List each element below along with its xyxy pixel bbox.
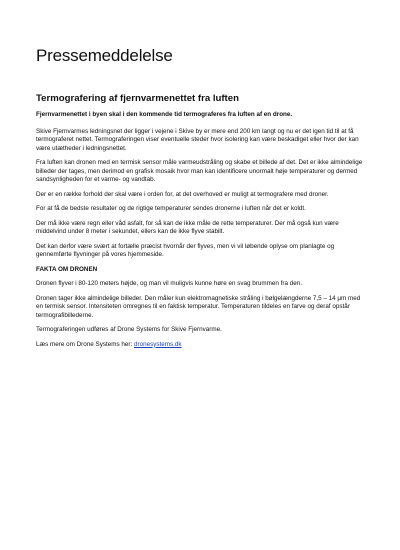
paragraph-schedule: Det kan derfor være svært at fortælle præcist hvornår der flyves, men vi vil løbende oplyse om planlagte og gennemførte flyvninger på vores hjemmeside. — [36, 242, 335, 258]
document-title: Pressemeddelelse — [36, 46, 173, 65]
more-info-prefix: Læs mere om Drone Systems her: — [36, 340, 134, 348]
article-headline: Termografering af fjernvarmenettet fra luften — [36, 93, 239, 104]
dronesystems-link[interactable]: dronesystems.dk — [133, 340, 182, 348]
paragraph-conditions: Der er en række forhold der skal være i orden for, at det overhoved er muligt at termografere med droner. — [36, 190, 329, 198]
paragraph-wavelength: Dronen tager ikke almindelige billeder. Den måler kun elektromagnetiske stråling i bølgelængderne 7,5 – 14 μm med en termisk sensor. Intensiteten omregnes til en faktisk temperatur. Temperaturen tildeles en farve og deraf opstår termografibillederne. — [36, 294, 361, 319]
more-info-line — [36, 341, 364, 350]
paragraph-cold-weather: For at få de bedste resultater og de rigtige temperaturer sendes dronerne i luften når det er koldt. — [36, 205, 306, 212]
facts-heading: FAKTA OM DRONEN — [36, 265, 98, 273]
press-release-body — [36, 93, 364, 355]
paragraph-rain-wind: Der må ikke være regn eller våd asfalt, for så kan de ikke måle de rette temperaturer. Der må også kun være middelvind under 8 meter i sekundet, ellers kan de ikke flyve stabilt. — [36, 219, 339, 235]
paragraph-thermal-sensor: Fra luften kan dronen med en termisk sensor måle varmeudstråling og skabe et billede af det. Det er ikke almindelige billeder der tages, men derimod en grafisk mosaik hvor man kan identificere unormalt høje temperaturer og dermed sandsynligheden for et varme- og vandtab. — [36, 159, 363, 183]
paragraph-altitude: Dronen flyver i 80-120 meters højde, og man vil muligvis kunne høre en svag brummen fra den. — [36, 280, 302, 287]
paragraph-operator: Termograferingen udføres af Drone Systems for Skive Fjernvarme. — [36, 326, 222, 333]
article-lead: Fjernvarmenettet i byen skal i den kommende tid termograferes fra luften af en drone. — [36, 111, 293, 118]
paragraph-network: Skive Fjernvarmes ledningsnet der ligger i vejene i Skive by er mere end 200 km langt og nu er det igen tid til at få termograferet nettet. Termograferingen viser eventuelle steder hvor isolering kan være beskadiget eller hvor der kan være utætheder i ledningsnettet. — [36, 127, 359, 152]
